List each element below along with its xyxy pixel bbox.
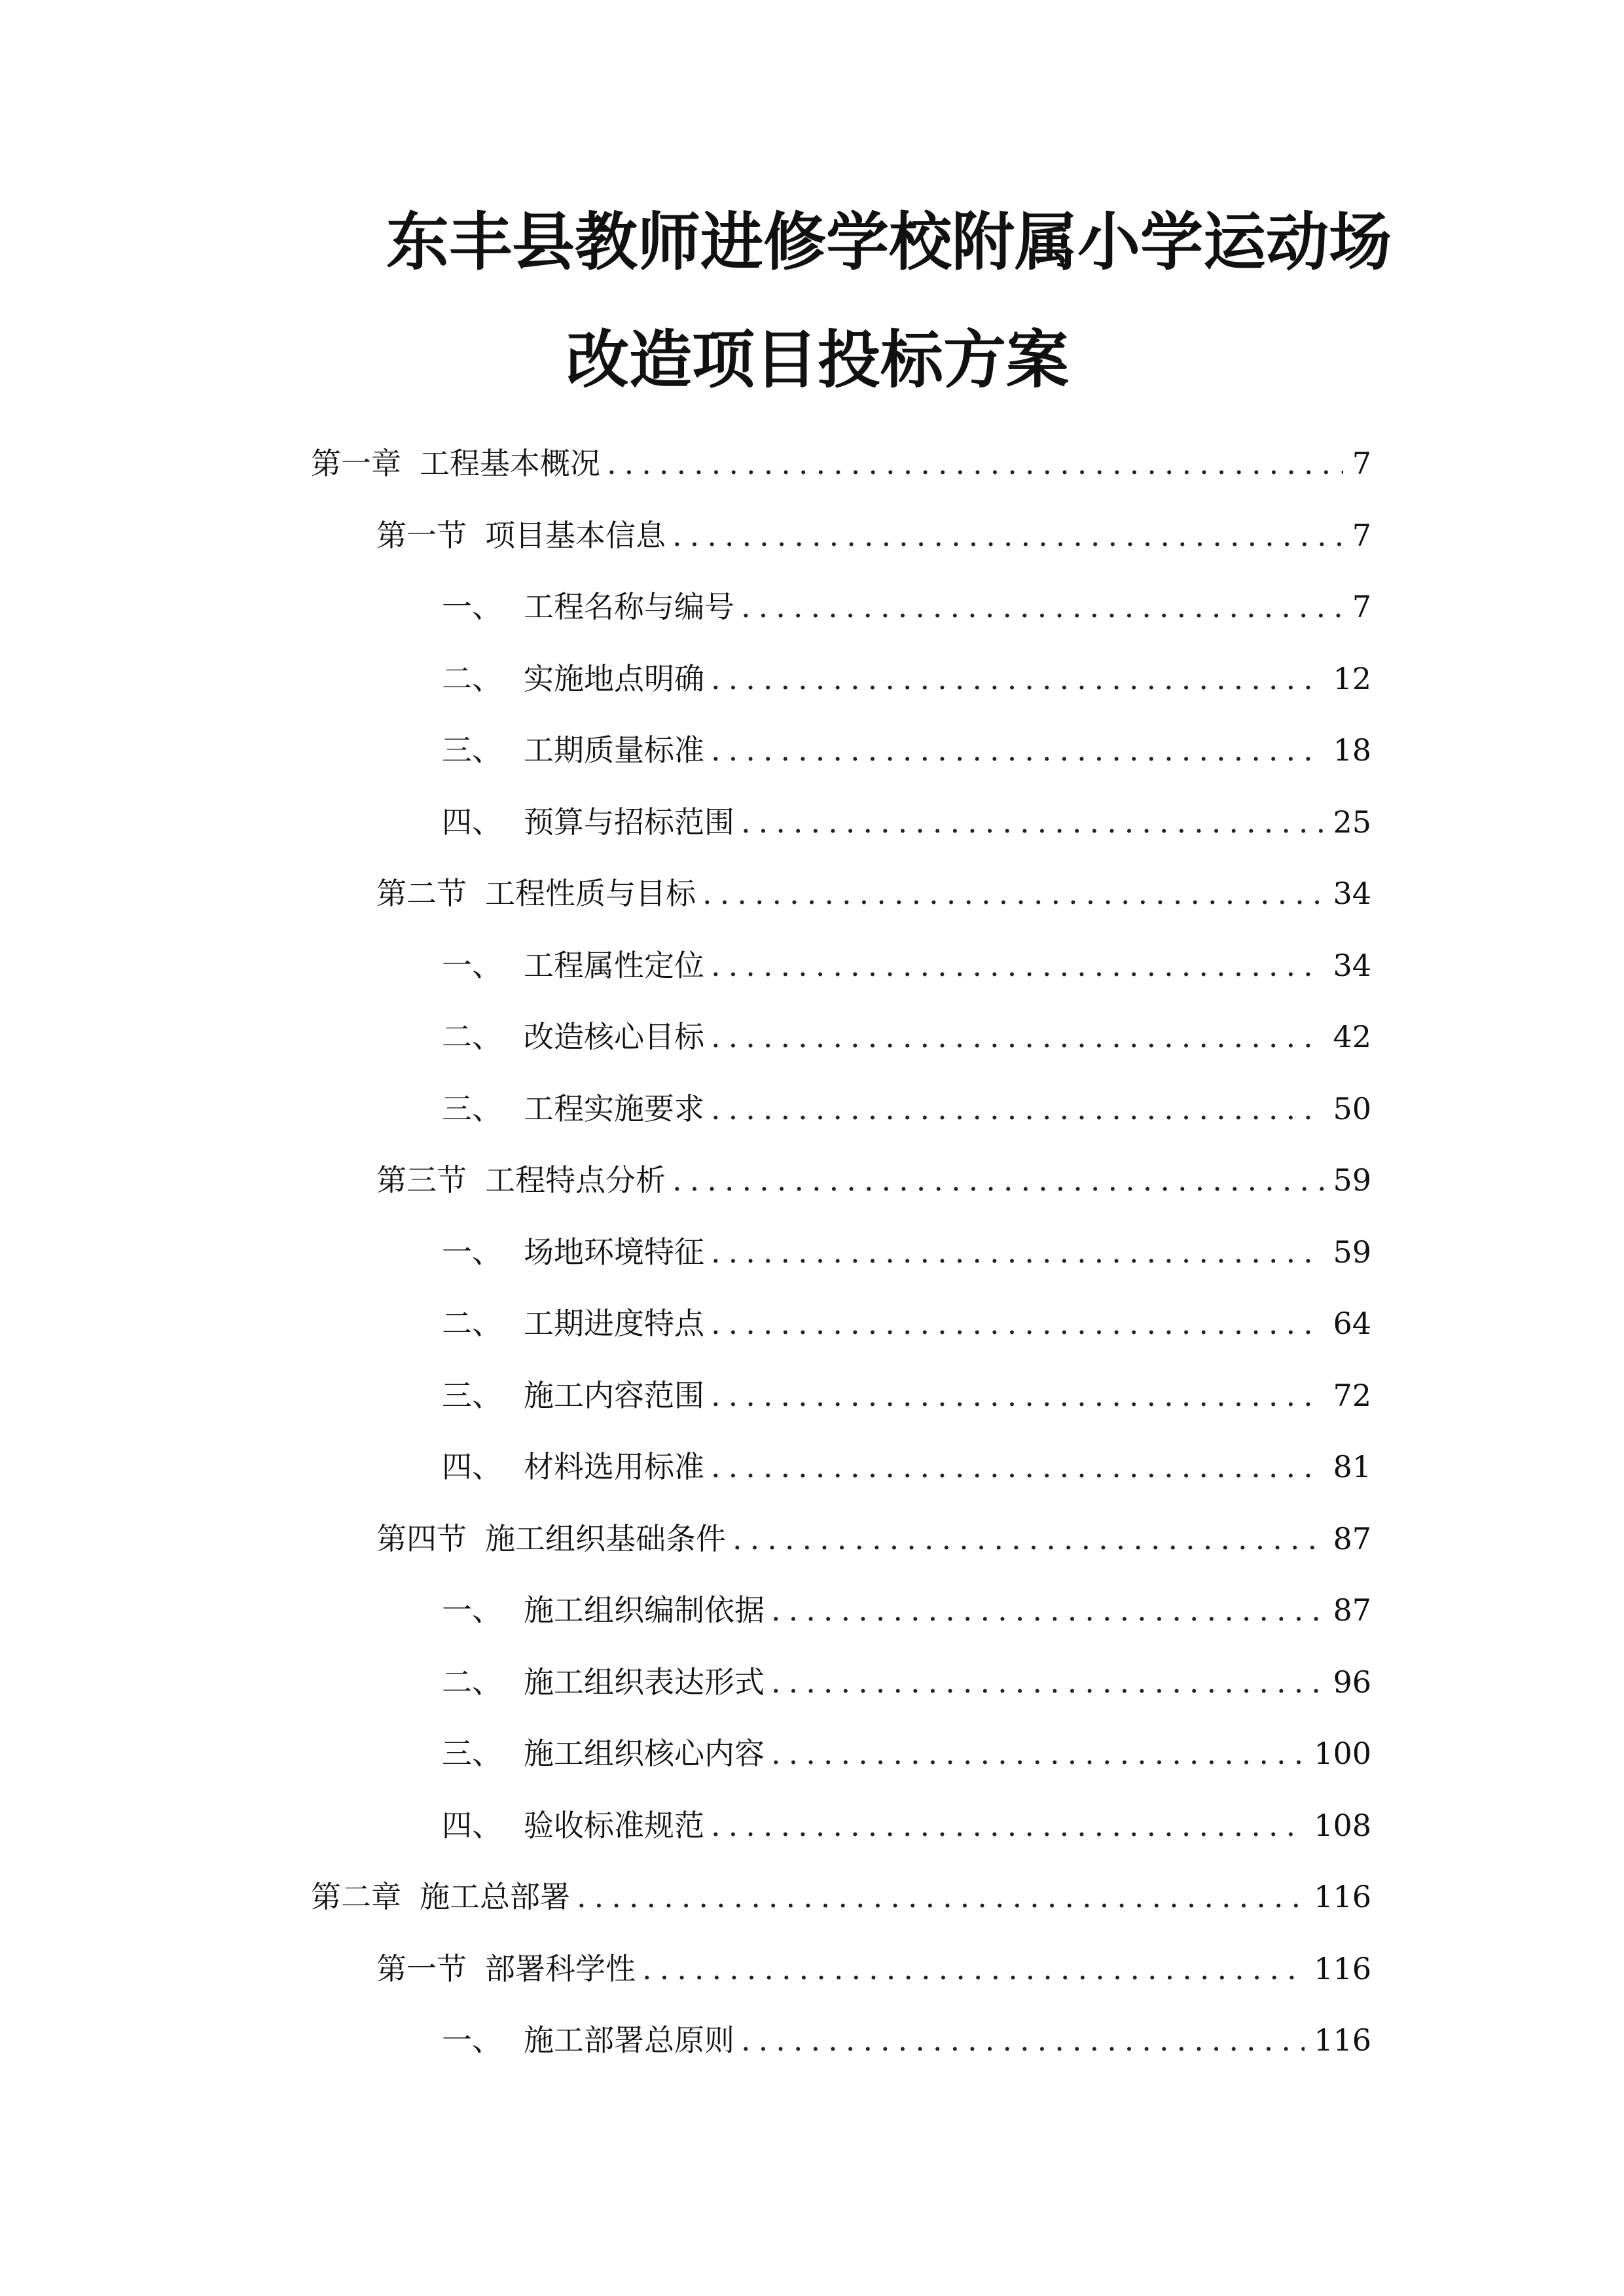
toc-dot-leader bbox=[711, 653, 1324, 705]
toc-entry-page: 18 bbox=[1333, 732, 1371, 768]
toc-entry-number: 二、 bbox=[442, 1306, 502, 1341]
toc-entry[interactable] bbox=[442, 1799, 1371, 1852]
toc-entry-number: 第二节 bbox=[376, 876, 467, 911]
document-title-line-1: 东丰县教师进修学校附属小学运动场 bbox=[386, 206, 1392, 279]
toc-entry[interactable] bbox=[442, 1369, 1371, 1422]
toc-entry[interactable] bbox=[442, 724, 1371, 776]
toc-entry-page: 59 bbox=[1333, 1234, 1371, 1270]
toc-entry-title: 场地环境特征 bbox=[524, 1234, 704, 1270]
toc-dot-leader bbox=[711, 1297, 1324, 1350]
toc-dot-leader bbox=[741, 2014, 1305, 2066]
toc-entry[interactable] bbox=[442, 2014, 1371, 2066]
toc-entry-title: 施工部署总原则 bbox=[524, 2022, 734, 2058]
toc-entry-title: 施工组织核心内容 bbox=[524, 1736, 765, 1771]
toc-entry-page: 87 bbox=[1333, 1521, 1371, 1556]
toc-dot-leader bbox=[771, 1584, 1324, 1636]
toc-entry-title: 项目基本信息 bbox=[485, 518, 666, 553]
toc-entry-number: 一、 bbox=[442, 948, 502, 983]
toc-entry-number: 三、 bbox=[442, 1091, 502, 1126]
toc-entry-page: 34 bbox=[1333, 948, 1371, 983]
toc-entry-page: 100 bbox=[1314, 1736, 1371, 1771]
toc-entry[interactable] bbox=[442, 1584, 1371, 1636]
toc-entry-page: 116 bbox=[1314, 1951, 1371, 1986]
toc-entry-page: 116 bbox=[1314, 1879, 1371, 1914]
toc-dot-leader bbox=[672, 1154, 1324, 1206]
toc-entry-title: 工程基本概况 bbox=[420, 446, 600, 481]
document-title-line-2: 改造项目投标方案 bbox=[566, 323, 1069, 397]
toc-entry-page: 81 bbox=[1333, 1449, 1371, 1484]
toc-entry[interactable] bbox=[442, 653, 1371, 705]
toc-dot-leader bbox=[711, 724, 1324, 776]
toc-entry-number: 四、 bbox=[442, 1449, 502, 1484]
toc-entry[interactable] bbox=[376, 509, 1371, 562]
toc-entry-title: 工程名称与编号 bbox=[524, 589, 734, 624]
toc-entry-page: 7 bbox=[1352, 518, 1371, 553]
toc-entry-title: 部署科学性 bbox=[485, 1951, 636, 1986]
toc-entry[interactable] bbox=[442, 1011, 1371, 1063]
toc-entry[interactable] bbox=[376, 1513, 1371, 1565]
toc-dot-leader bbox=[607, 437, 1343, 490]
toc-dot-leader bbox=[642, 1943, 1305, 1995]
toc-entry[interactable] bbox=[442, 796, 1371, 848]
toc-dot-leader bbox=[771, 1727, 1305, 1780]
toc-entry-title: 工程特点分析 bbox=[485, 1162, 666, 1198]
toc-entry-title: 工程性质与目标 bbox=[485, 876, 696, 911]
toc-entry-title: 材料选用标准 bbox=[524, 1449, 704, 1484]
toc-entry[interactable] bbox=[442, 1656, 1371, 1708]
toc-dot-leader bbox=[711, 1441, 1324, 1493]
toc-entry-number: 三、 bbox=[442, 1378, 502, 1413]
toc-entry-page: 116 bbox=[1314, 2022, 1371, 2058]
toc-dot-leader bbox=[711, 1799, 1305, 1852]
toc-entry-number: 第一节 bbox=[376, 518, 467, 553]
toc-dot-leader bbox=[711, 1011, 1324, 1063]
toc-entry-title: 施工总部署 bbox=[420, 1879, 570, 1914]
toc-entry-number: 第二章 bbox=[311, 1879, 401, 1914]
toc-entry-number: 二、 bbox=[442, 661, 502, 696]
toc-entry-title: 工期质量标准 bbox=[524, 732, 704, 768]
toc-entry-page: 87 bbox=[1333, 1592, 1371, 1628]
toc-entry-title: 改造核心目标 bbox=[524, 1019, 704, 1054]
toc-entry[interactable] bbox=[442, 1441, 1371, 1493]
toc-entry[interactable] bbox=[442, 939, 1371, 992]
toc-entry-number: 一、 bbox=[442, 1592, 502, 1628]
toc-entry-number: 四、 bbox=[442, 804, 502, 840]
toc-entry[interactable] bbox=[376, 1943, 1371, 1995]
toc-entry-page: 34 bbox=[1333, 876, 1371, 911]
toc-entry-title: 工期进度特点 bbox=[524, 1306, 704, 1341]
toc-entry-page: 7 bbox=[1352, 446, 1371, 481]
toc-entry-number: 二、 bbox=[442, 1664, 502, 1700]
toc-dot-leader bbox=[711, 939, 1324, 992]
toc-entry[interactable] bbox=[442, 581, 1371, 633]
toc-entry-title: 施工组织表达形式 bbox=[524, 1664, 765, 1700]
toc-entry[interactable] bbox=[442, 1297, 1371, 1350]
toc-dot-leader bbox=[741, 581, 1343, 633]
toc-entry-page: 96 bbox=[1333, 1664, 1371, 1700]
toc-entry-title: 工程属性定位 bbox=[524, 948, 704, 983]
toc-entry-number: 第一节 bbox=[376, 1951, 467, 1986]
toc-dot-leader bbox=[672, 509, 1343, 562]
toc-entry-page: 25 bbox=[1333, 804, 1371, 840]
toc-entry-title: 施工组织编制依据 bbox=[524, 1592, 765, 1628]
toc-entry-page: 12 bbox=[1333, 661, 1371, 696]
toc-dot-leader bbox=[741, 796, 1324, 848]
toc-entry-title: 工程实施要求 bbox=[524, 1091, 704, 1126]
toc-entry[interactable] bbox=[376, 1154, 1371, 1206]
toc-entry-title: 验收标准规范 bbox=[524, 1808, 704, 1843]
toc-dot-leader bbox=[702, 867, 1324, 920]
toc-entry-page: 108 bbox=[1314, 1808, 1371, 1843]
toc-dot-leader bbox=[711, 1226, 1324, 1278]
toc-entry-page: 59 bbox=[1333, 1162, 1371, 1198]
toc-entry-number: 三、 bbox=[442, 1736, 502, 1771]
toc-entry[interactable] bbox=[442, 1226, 1371, 1278]
toc-entry-number: 四、 bbox=[442, 1808, 502, 1843]
toc-entry[interactable] bbox=[442, 1727, 1371, 1780]
toc-entry-title: 实施地点明确 bbox=[524, 661, 704, 696]
toc-dot-leader bbox=[577, 1871, 1305, 1923]
toc-entry-number: 一、 bbox=[442, 2022, 502, 2058]
toc-entry-title: 施工组织基础条件 bbox=[485, 1521, 726, 1556]
toc-entry[interactable] bbox=[442, 1083, 1371, 1135]
toc-entry[interactable] bbox=[311, 437, 1371, 490]
toc-dot-leader bbox=[732, 1513, 1324, 1565]
toc-entry-number: 二、 bbox=[442, 1019, 502, 1054]
toc-entry[interactable] bbox=[376, 867, 1371, 920]
toc-dot-leader bbox=[711, 1369, 1324, 1422]
toc-entry-number: 第三节 bbox=[376, 1162, 467, 1198]
toc-dot-leader bbox=[771, 1656, 1324, 1708]
toc-entry-number: 三、 bbox=[442, 732, 502, 768]
toc-entry-number: 第四节 bbox=[376, 1521, 467, 1556]
toc-entry-number: 一、 bbox=[442, 589, 502, 624]
toc-entry-page: 72 bbox=[1333, 1378, 1371, 1413]
toc-entry-number: 一、 bbox=[442, 1234, 502, 1270]
toc-entry-title: 预算与招标范围 bbox=[524, 804, 734, 840]
toc-entry-page: 42 bbox=[1333, 1019, 1371, 1054]
toc-entry-page: 64 bbox=[1333, 1306, 1371, 1341]
toc-entry-title: 施工内容范围 bbox=[524, 1378, 704, 1413]
toc-entry[interactable] bbox=[311, 1871, 1371, 1923]
toc-entry-page: 7 bbox=[1352, 589, 1371, 624]
toc-entry-page: 50 bbox=[1333, 1091, 1371, 1126]
toc-entry-number: 第一章 bbox=[311, 446, 401, 481]
toc-dot-leader bbox=[711, 1083, 1324, 1135]
